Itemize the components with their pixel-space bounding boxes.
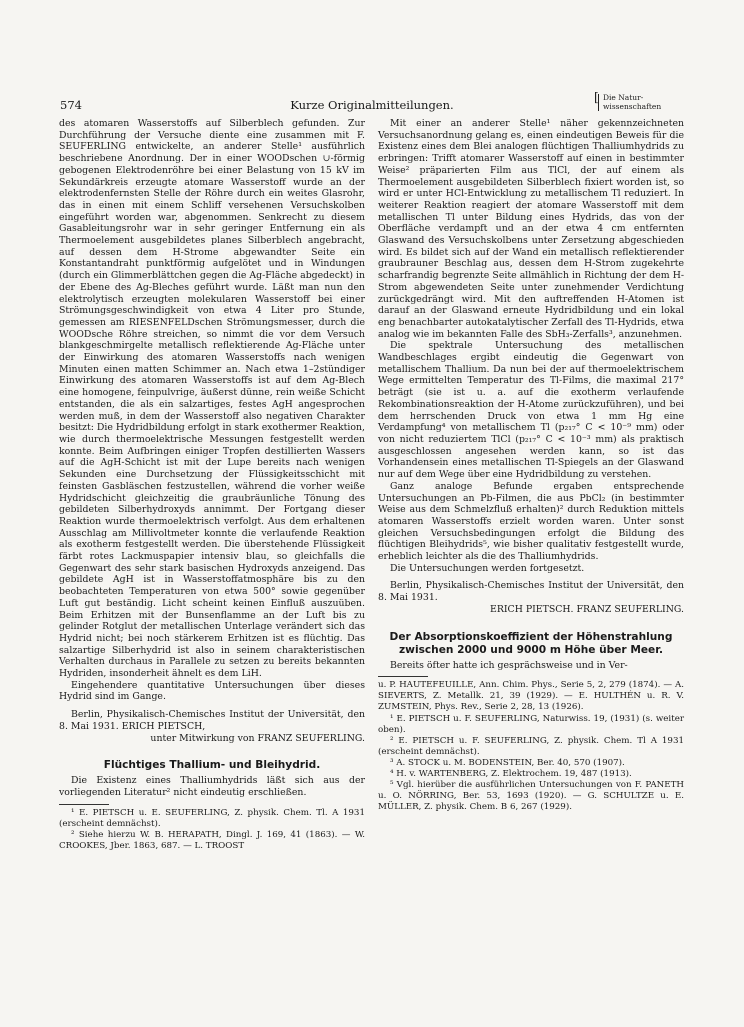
running-title: Kurze Originalmitteilungen. — [290, 98, 454, 112]
continuation-note: Die Untersuchungen werden fortgesetzt. — [390, 562, 585, 574]
footnotes-right — [378, 680, 684, 813]
journal-name — [598, 94, 661, 111]
footnote: ¹ E. PIETSCH u. E. SEUFERLING, Z. physik. Chem. Tl. A 1931 (erscheint demnächst). — [59, 807, 365, 829]
section-heading-thallium: Flüchtiges Thallium- und Bleihydrid. — [103, 759, 321, 772]
quantitative-note: Eingehendere quantitative Untersuchungen über dieses Hydrid sind im Gange. — [59, 679, 365, 703]
affiliation-2: Berlin, Physikalisch-Chemisches Institut der Universität, den 8. Mai 1931. — [378, 580, 684, 604]
section-heading-cosmic-rays: Der Absorptionskoeffizient der Höhenstrahlung zwischen 2000 und 9000 m Höhe über Meer. — [389, 630, 673, 656]
author-signature: ERICH PIETSCH. FRANZ SEUFERLING. — [490, 603, 684, 615]
thallium-paragraph-2: Die spektrale Untersuchung des metallischen Wandbeschlages ergibt eindeutig die Gegenwart von metallischem Thallium. Da nun bei der auf thermoelektrischem Wege ermittelten Temperatur des Tl-Films, die maximal 217° beträgt (sie ist u. a. auf die exotherm verlaufende Rekombinationsreaktion der H-Atome zurückzuführen), und bei dem herrschenden Druck von etwa 1 mm Hg eine Verdampfung⁴ von metallischem Tl (p₂₁₇° C < 10⁻⁹ mm) oder von nicht reduziertem TlCl (p₂₁₇° C < 10⁻³ mm) als praktisch ausgeschlossen angesehen werden kann, so ist das Vorhandensein eines metallischen Tl-Spiegels an der Glaswand nur auf dem Wege über eine Hydridbildung zu verstehen. — [378, 340, 684, 481]
footnote: ³ A. STOCK u. M. BODENSTEIN, Ber. 40, 570 (1907). — [390, 757, 625, 768]
right-column — [378, 118, 684, 813]
coauthor-line: unter Mitwirkung von FRANZ SEUFERLING. — [150, 732, 365, 744]
thallium-paragraph-1: Mit einer an anderer Stelle¹ näher gekennzeichneten Versuchsanordnung gelang es, einen eindeutigen Beweis für die Existenz eines dem Blei analogen flüchtigen Thalliumhydrids zu erbringen: Trifft atomarer Wasserstoff auf einen in bestimmter Weise² präparierten Film aus TlCl, der auf einem als Thermoelement ausgebildeten Silberblech fixiert worden ist, so wird er unter HCl-Entwicklung zu metallischem Tl reduziert. In weiterer Reaktion reagiert der atomare Wasserstoff mit dem metallischen Tl unter Bildung eines Hydrids, das von der Oberfläche verdampft und an der etwa 4 cm entfernten Glaswand des Versuchskolbens unter Zersetzung abgeschieden wird. Es bildet sich auf der Wand ein metallisch reflektierender graubrauner Beschlag aus, dessen dem H-Strom zugekehrte scharfrandig begrenzte Seite allmählich in Richtung der dem H-Strom abgewendeten Seite unter zunehmender Verdichtung zurückgedrängt wird. Mit den auftreffenden H-Atomen ist darauf an der Glaswand erneute Hydridbildung und ein lokal eng benachbarter autokatalytischer Zerfall des Tl-Hydrids, etwa analog wie im bekannten Falle des SbH₃-Zerfalls³, anzunehmen. — [378, 118, 684, 340]
journal-name-line-2: wissenschaften — [603, 101, 662, 111]
silver-hydride-paragraph: des atomaren Wasserstoffs auf Silberblech gefunden. Zur Durchführung der Versuche diente eine zusammen mit F. SEUFERLING entwickelte, an anderer Stelle¹ ausführlich beschriebene Anordnung. Der in einer WOODschen ∪-förmig gebogenen Elektrodenröhre bei einer Belastung von 15 kV im Sekundärkreis erzeugte atomare Wasserstoff wurde an der elektrodenfernsten Stelle der Röhre durch ein weites Glasrohr, das in einen mit einem Schliff versehenen Versuchskolben eingeführt worden war, abgenommen. Senkrecht zu diesem Gasableitungsrohr war in sehr geringer Entfernung ein als Thermoelement ausgebildetes planes Silberblech angebracht, auf dessen dem H-Strome abgewandter Seite ein Konstantandraht punktförmig aufgelötet und in Windungen (durch ein Glimmerblättchen gegen die Ag-Fläche abgedeckt) in der Ebene des Ag-Bleches geführt wurde. Läßt man nun den elektrolytisch erzeugten molekularen Wasserstoff bei einer Strömungsgeschwindigkeit von etwa 4 Liter pro Stunde, gemessen am RIESENFELDschen Strömungsmesser, durch die WOODsche Röhre streichen, so nimmt die vor dem Versuch blankgeschmirgelte metallisch reflektierende Ag-Fläche unter der Einwirkung des atomaren Wasserstoffs nach wenigen Minuten einen matten Schimmer an. Nach etwa 1–2stündiger Einwirkung des atomaren Wasserstoffs ist auf dem Ag-Blech eine homogene, feinpulvrige, äußerst dünne, rein weiße Schicht entstanden, die als ein salzartiges, festes AgH angesprochen werden muß, in dem der Wasserstoff also negativen Charakter besitzt: Die Hydridbildung erfolgt in stark exothermer Reaktion, wie durch thermoelektrische Messungen festgestellt werden konnte. Beim Aufbringen einiger Tropfen destillierten Wassers auf die AgH-Schicht ist mit der Lupe bereits nach wenigen Sekunden eine Durchsetzung der Flüssigkeitsschicht mit feinsten Gasbläschen festzustellen, während die vorher weiße Hydridschicht gleichzeitig die graubräunliche Tönung des gebildeten Silberhydroxyds annimmt. Der Fortgang dieser Reaktion wurde thermoelektrisch verfolgt. Aus dem erhaltenen Ausschlag am Millivoltmeter konnte die verlaufende Reaktion als exotherm festgestellt werden. Die überstehende Flüssigkeit färbt rotes Lackmuspapier intensiv blau, so gleichfalls die Gegenwart des sehr stark basischen Hydroxyds anzeigend. Das gebildete AgH ist in Wasserstoffatmosphäre bis zu den beobachteten Temperaturen von etwa 500° sowie gegenüber Luft gut beständig. Licht scheint keinen Einfluß auszuüben. Beim Erhitzen mit der Bunsenflamme an der Luft bis zu gelinder Rotglut der metallischen Unterlage verändert sich das Hydrid nicht; bei noch stärkerem Erhitzen ist es flüchtig. Das salzartige Silberhydrid ist also in seinem charakteristischen Verhalten durchaus in Parallele zu setzen zu bereits bekannten Hydriden, insonderheit ähnelt es dem LiH. — [59, 118, 365, 680]
page-number: 574 — [60, 98, 82, 112]
footnote: ¹ E. PIETSCH u. F. SEUFERLING, Naturwiss. 19, (1931) (s. weiter oben). — [378, 713, 684, 735]
affiliation-1: Berlin, Physikalisch-Chemisches Institut der Universität, den 8. Mai 1931. ERICH PIETSCH, — [59, 709, 365, 732]
footnote: ² E. PIETSCH u. F. SEUFERLING, Z. physik. Chem. Tl A 1931 (erscheint demnächst). — [378, 735, 684, 757]
cosmic-rays-intro: Bereits öfter hatte ich gesprächsweise und in Ver- — [390, 659, 628, 671]
footnote: ⁵ Vgl. hierüber die ausführlichen Untersuchungen von F. PANETH u. O. NÖRRING, Ber. 53, 1693 (1920). — G. SCHULTZE u. E. MÜLLER, Z. physik. Chem. B 6, 267 (1929). — [378, 780, 684, 813]
footnote: u. P. HAUTEFEUILLE, Ann. Chim. Phys., Serie 5, 2, 279 (1874). — A. SIEVERTS, Z. Metallk. 21, 39 (1929). — E. HULTHÉN u. R. V. ZUMSTEIN, Phys. Rev., Serie 2, 28, 13 (1926). — [378, 680, 684, 713]
footnotes-left — [59, 808, 365, 852]
lead-paragraph: Ganz analoge Befunde ergaben entsprechende Untersuchungen an Pb-Filmen, die aus PbCl₂ (in bestimmter Weise aus dem Schmelzfluß erhalten)² durch Reduktion mittels atomaren Wasserstoffs erzielt worden waren. Unter sonst gleichen Versuchsbedingungen erfolgt die Bildung des flüchtigen Bleihydrids⁵, wie bisher qualitativ festgestellt wurde, erheblich leichter als die des Thalliumhydrids. — [378, 480, 684, 563]
thallium-intro: Die Existenz eines Thalliumhydrids läßt sich aus der vorliegenden Literatur² nicht eindeutig erschließen. — [59, 775, 365, 798]
footnote: ⁴ H. v. WARTENBERG, Z. Elektrochem. 19, 487 (1913). — [390, 768, 632, 779]
left-column — [59, 118, 365, 852]
footnote-divider — [378, 676, 428, 677]
footnote: ² Siehe hierzu W. B. HERAPATH, Dingl. J. 169, 41 (1863). — W. CROOKES, Jber. 1863, 687. — L. TROOST — [59, 829, 365, 851]
footnote-divider — [59, 804, 109, 805]
journal-name-line-1: [ Die Natur- — [603, 93, 644, 102]
